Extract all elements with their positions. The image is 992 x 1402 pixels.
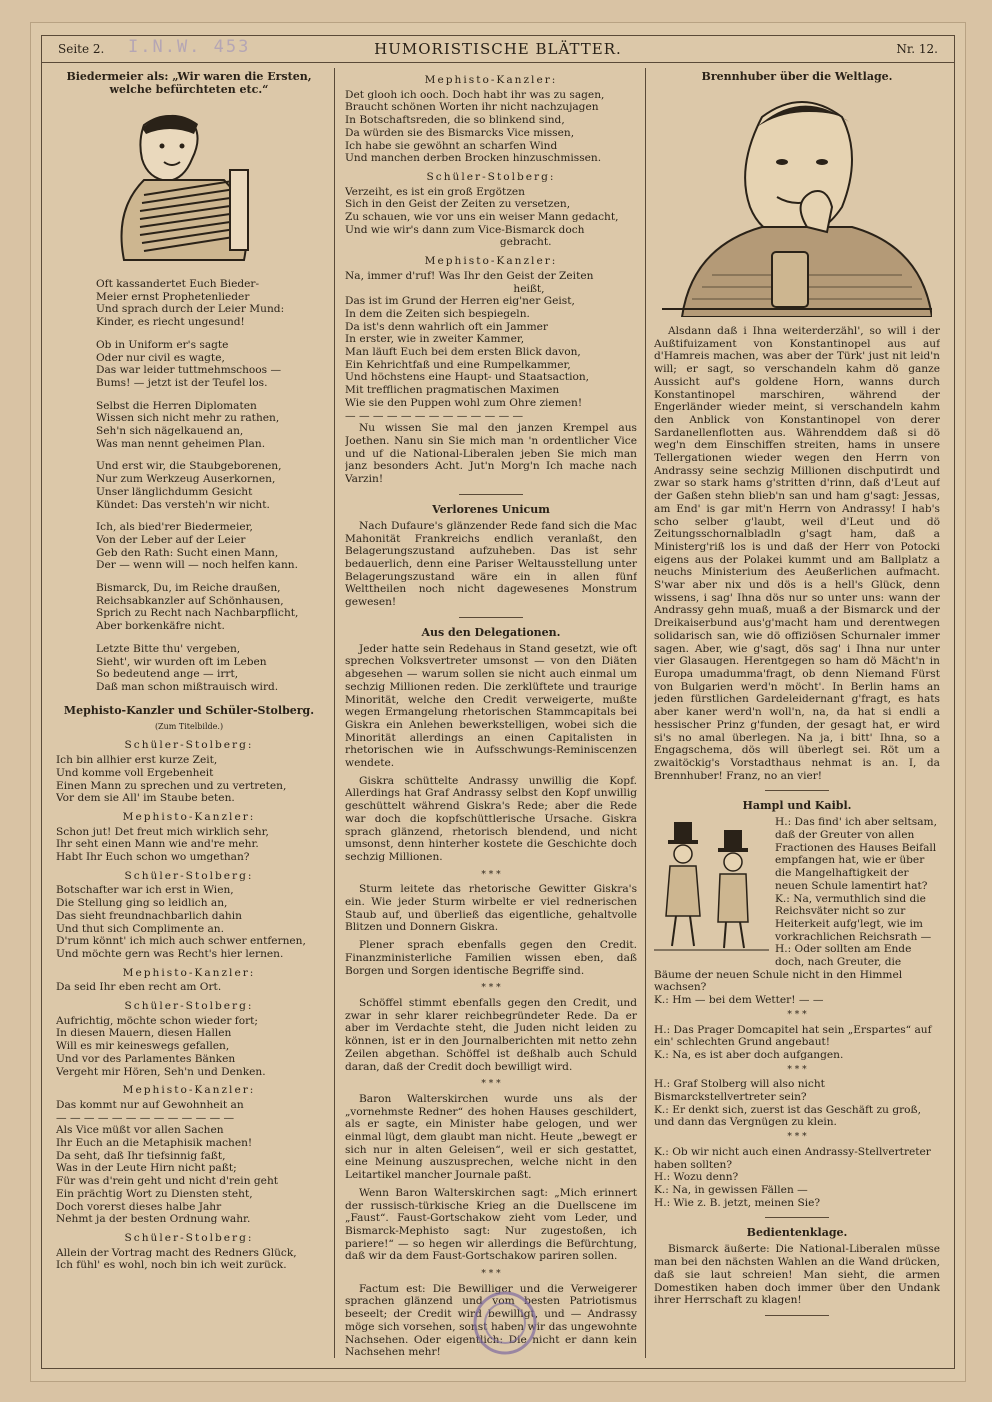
library-seal-stamp <box>470 1288 540 1358</box>
column-1 <box>56 68 322 1362</box>
article-subtitle: (Zum Titelbilde.) <box>154 721 224 731</box>
dialog-line: K.: Na, vermuthlich sind die Reichsväter nicht so zur Heiterkeit aufg'legt, wie im vorkrachlichen Reichsrath — <box>775 892 932 943</box>
article-paragraph: Plener sprach ebenfalls gegen den Credit. Finanzministerliche Familien wissen eben, daß Borgen und Sorgen identische Begriffe sind. <box>345 939 637 977</box>
poem-stanzas <box>56 278 322 694</box>
article-paragraph: Nach Dufaure's glänzender Rede fand sich die Mac Mahonität Frankreichs endlich veranlaßt, den Belagerungszustand aufzuheben. Das ist sehr bedauerlich, denn eine Pariser Weltausstellung unter Belagerungszustand wäre ein in allen fünf Welttheilen noch nicht dagewesenes Monstrum gewesen! <box>345 519 637 609</box>
speaker-label: Schüler-Stolberg: <box>124 869 254 882</box>
dialog-text: Allein der Vortrag macht des Redners Glück, Ich fühl' es wohl, noch bin ich weit zurück. <box>56 1246 297 1272</box>
closing-paragraph: Nu wissen Sie mal den janzen Krempel aus Joethen. Nanu sin Sie mich man 'n ordentlicher Vice und uf die National-Liberalen jeben Sie mich man janz besonders Acht. Jut'n Morg'n Ich mache nach Varzin! <box>345 422 637 486</box>
masthead-title: HUMORISTISCHE BLÄTTER. <box>374 40 622 58</box>
section-stars: * * * <box>787 1132 807 1143</box>
dialog-text: Na, immer d'ruf! Was Ihr den Geist der Zeiten heißt, Das ist im Grund der Herren eig'ner Geist, In dem die Zeiten sich bespiegeln. Da ist's denn wahrlich oft ein Jammer In erster, wie in zweiter Kammer, Man läuft Euch bei dem ersten Blick davon, Ein Kehrichtfaß und eine Rumpelkammer, Und höchstens eine Haupt- und Staatsaction, Mit trefflichen pragmatischen Maximen Wie sie den Puppen wohl zum Ohre ziemen! — — — — — — — — — — — — — <box>345 269 594 422</box>
column-divider <box>645 68 646 1358</box>
dialog-line: K.: Hm — bei dem Wetter! — — <box>654 994 824 1007</box>
divider <box>765 790 829 791</box>
column-3 <box>654 68 940 1362</box>
dialog-text: Schon jut! Det freut mich wirklich sehr, Ihr seht einen Mann wie and're mehr. Habt Ihr Euch schon wo umgethan? <box>56 825 269 864</box>
biedermeier-accordion-illustration <box>104 100 274 270</box>
page-number: Seite 2. <box>58 42 105 56</box>
dialog-text: Ich bin allhier erst kurze Zeit, Und komme voll Ergebenheit Einen Mann zu sprechen und zu vertreten, Vor dem sie All' im Staube beten. <box>56 754 287 805</box>
poem-stanza: Oft kassandertet Euch Bieder- Meier ernst Prophetenlieder Und sprach durch der Leier Mund: Kinder, es riecht ungesund! <box>96 278 285 329</box>
poem-stanza: Und erst wir, die Staubgeborenen, Nur zum Werkzeug Auserkornen, Unser länglichdumm Gesicht Kündet: Das versteh'n wir nicht. <box>96 460 282 511</box>
article-paragraph: Baron Walterskirchen wurde uns als der „vornehmste Redner“ des hohen Hauses geschildert, als er sagte, ein Minister habe gelogen, und wer einmal lügt, dem glaubt man nicht. Heute „bewegt er sich nur in alten Geleisen“, weil er sich gestattet, eine Meinung auszusprechen, welche nicht in den Leitartikel mancher Journale paßt. <box>345 1092 637 1182</box>
article-paragraph: Wenn Baron Walterskirchen sagt: „Mich erinnert der russisch-türkische Krieg an die Duellscene im „Faust“. Faust-Gortschakow zieht vom Leder, und Bismarck-Mephisto sagt: Nur zugestoßen, ich pariere!“ — so hegen wir allerdings die Befürchtung, daß wir da dem Faust-Gortschakow pariren sollen. <box>345 1186 637 1263</box>
article-title: Aus den Delegationen. <box>421 625 561 639</box>
column-2 <box>345 68 637 1362</box>
dialog-line: K.: Ob wir nicht auch einen Andrassy-Stellvertreter haben sollten? <box>654 1145 931 1171</box>
article-paragraph: Alsdann daß i Ihna weiterderzähl', so will i der Außtifuizament von Konstantinopel aus auf d'Hamreis machen, was aber der Türk' just nit leid'n will; er sagt, so verschandeln kahm dö ganze Aussicht auf's goldene Horn, wanns durch Konstantinopel marschiren, während der Engerländer wieder meint, si verschandeln kahm den Anblick von Konstantinopel von derer Sardanellenflotten aus. Währenddem daß si dö weg'n dem Einschiffen streiten, hams in unsere Tellergationen wieder wegen den Herrn von Andrassy seine sechzig Millionen dischputirdt und zwar so stark hams g'stritten d'rinn, daß d'Leut auf der Gaßen stehn blieb'n san und ham g'sagt: Jessas, am End' is gar mit'n Herrn von Andrassy! I hab's scho selber g'laubt, weil d'Leut und dö Zeitungsschornalbladln g'sagt ham, daß a Ministerg'riß los is und daß der Herr von Potocki eigens aus der Polakei kummt und am Ballplatz a neuchs Ministerium des Aeußerlichen aufmacht. S'war aber nix und dös is a hell's Glück, denn wissens, i sag' Ihna dös nur so unter uns: wann der Andrassy gehn muaß, muaß a der Bismarck und der Dreikaiserbund aus'g'macht ham und derentwegen solidarisch san, wie dö offiziösen Schurnaler immer sagen. Aber, wie g'sagt, dös sag' i Ihna nur unter vier Glasaugen. Herentgegen so ham dö Mächt'n in Europa umadumma'fragt, ob denn Niemand Fürst von Bulgarien werd'n möcht'. In Berlin hams an jeden fürstlichen Gardeleidernant g'fragt, es hats aber kaner werd'n woll'n, na, da hat si endli a hessischer Prinz g'funden, der gesagt hat, er wird si's no amal überlegen. Na ja, i bitt' Ihna, so a Engagschema, dös will überlegt sei. Röt um a zwaitöckig's Vorstadthaus nehmat is an. I, da Brennhuber! Franz, no an vier! <box>654 325 940 782</box>
dialog-text: Verzeiht, es ist ein groß Ergötzen Sich in den Geist der Zeiten zu versetzen, Zu schauen, wie vor uns ein weiser Mann gedacht, Und wie wir's dann zum Vice-Bismarck doch gebracht. <box>345 185 619 249</box>
dialog <box>345 74 637 422</box>
dialog-line: K.: Er denkt sich, zuerst ist das Geschäft zu groß, und dann das Vergnügen zu klein. <box>654 1103 921 1129</box>
article-title: Brennhuber über die Weltlage. <box>701 70 893 83</box>
poem-stanza: Selbst die Herren Diplomaten Wissen sich nicht mehr zu rathen, Seh'n sich nägelkauend an, Was man nennt geheimen Plan. <box>96 399 280 450</box>
article-paragraph: Sturm leitete das rhetorische Gewitter Giskra's ein. Wie jeder Sturm wirbelte er viel rednerischen Staub auf, und überließ das eigentliche, gehaltvolle Blitzen und Donnern Giskra. <box>345 883 637 934</box>
article-paragraph: Jeder hatte sein Redehaus in Stand gesetzt, wie oft sprechen Volksvertreter umsonst — von den Diäten abgesehen — warum sollen sie nicht auch einmal um sechzig Millionen reden. Die zerklüftete und traurige Minorität, welche den Credit verweigerte, mußte wegen Ermangelung rhetorischen Stammcapitals bei Giskra ein Anlehen bewerkstelligen, wobei sich die Minorität allerdings an einen Capitalisten in rhetorischen wie in Aufsschwungs-Reminiscenzen wendete. <box>345 642 637 770</box>
section-stars: * * * <box>481 1269 501 1280</box>
article-title: Mephisto-Kanzler und Schüler-Stolberg. <box>63 703 315 717</box>
article-paragraph: Schöffel stimmt ebenfalls gegen den Credit, und zwar in sehr klarer reichbegründeter Rede. Da er aber im Verdachte steht, die Juden nicht leiden zu können, ist er in den Journalberichten mit netto zehn Zeilen abgethan. Schöffel ist deßhalb auch Schuld daran, daß der Credit doch bewilligt wird. <box>345 997 637 1073</box>
divider <box>459 617 523 618</box>
speaker-label: Mephisto-Kanzler: <box>424 74 558 86</box>
section-stars: * * * <box>481 1079 501 1090</box>
article-title: Hampl und Kaibl. <box>742 799 852 813</box>
article-paragraph: Factum est: Die Bewilliger und die Verweigerer sprachen glänzend und vom besten Patriotismus beseelt; der Credit wird bewilligt, und — Andrassy möge sich vorsehen, sonst haben wir das ungewohnte Nachsehen. Oder eigentlich: Die nicht er dann kein Nachsehen mehr! <box>345 1282 637 1359</box>
speaker-label: Schüler-Stolberg: <box>426 170 556 183</box>
dialog-text: Aufrichtig, möchte schon wieder fort; In diesen Mauern, diesen Hallen Will es mir keineswegs gefallen, Und vor des Parlamentes Bänken Vergeht mir Hören, Seh'n und Denken. <box>56 1014 266 1078</box>
speaker-label: Schüler-Stolberg: <box>124 1232 254 1244</box>
section-stars: * * * <box>481 869 501 880</box>
article-title: Bedientenklage. <box>746 1226 848 1240</box>
column-divider <box>334 68 335 1358</box>
dialog <box>56 739 322 1272</box>
dialog-line: K.: Na, es ist aber doch aufgangen. <box>654 1048 844 1061</box>
page-header <box>42 36 954 63</box>
article-title: Verlorenes Unicum <box>432 502 550 516</box>
section-stars: * * * <box>787 1009 807 1020</box>
section-stars: * * * <box>481 983 501 994</box>
article-paragraph: Giskra schüttelte Andrassy unwillig die Kopf. Allerdings hat Graf Andrassy selbst den Kopf unwillig geschüttelt während Giskra's Rede; aber die Rede war doch die kopfschüttlerische Ursache. Giskra sprach glänzend, rhetorisch blendend, und nicht umsonst, denn hinterher kostete die Geschichte doch sechzig Millionen. <box>345 774 637 863</box>
dialog-line: K.: Na, in gewissen Fällen — <box>654 1184 808 1196</box>
dialog-line: H.: Oder sollten am Ende doch, nach Greuter, die Bäume der neuen Schule nicht in den Himmel wachsen? <box>654 943 912 994</box>
archive-stamp: I.N.W. 453 <box>128 37 251 57</box>
speaker-label: Schüler-Stolberg: <box>124 739 254 752</box>
section-stars: * * * <box>787 1064 807 1075</box>
poem-stanza: Bismarck, Du, im Reiche draußen, Reichsabkanzler auf Schönhausen, Sprich zu Recht nach Nachbarpflicht, Aber borkenkäfre nicht. <box>96 582 299 633</box>
article-title: Biedermeier als: „Wir waren die Ersten, welche befürchteten etc.“ <box>66 70 312 96</box>
poem-stanza: Ich, als bied'rer Biedermeier, Von der Leber auf der Leier Geb den Rath: Sucht einen Mann, Der — wenn will — noch helfen kann. <box>96 521 299 572</box>
issue-number: Nr. 12. <box>896 42 938 56</box>
divider <box>459 494 523 495</box>
hampl-kaibl-illustration <box>654 816 769 956</box>
dialog-line: H.: Graf Stolberg will also nicht Bismarckstellvertreter sein? <box>654 1078 825 1104</box>
dialog-line: H.: Das Prager Domcapitel hat sein „Erspartes“ auf ein' schlechten Grund angebaut! <box>654 1023 932 1049</box>
dialog-line: H.: Wozu denn? <box>654 1171 739 1184</box>
divider <box>765 1217 829 1218</box>
divider <box>765 1315 829 1316</box>
brennhuber-portrait-illustration <box>662 87 932 317</box>
dialog-line: H.: Wie z. B. jetzt, meinen Sie? <box>654 1196 821 1209</box>
dialog-text: Da seid Ihr eben recht am Ort. <box>56 981 222 994</box>
speaker-label: Mephisto-Kanzler: <box>122 810 256 823</box>
speaker-label: Schüler-Stolberg: <box>124 1000 254 1013</box>
speaker-label: Mephisto-Kanzler: <box>122 1084 256 1097</box>
newspaper-page <box>30 22 966 1382</box>
dialog-text: Das kommt nur auf Gewohnheit an — — — — — — — — — — — — — Als Vice müßt vor allen Sachen Ihr Euch an die Metaphisik machen! Da seht, daß Ihr tiefsinnig faßt, Was in der Leute Hirn nicht paßt; Für was d'rein geht und nicht d'rein geht Ein prächtig Wort zu Diensten steht, Doch vorerst dieses halbe Jahr Nehmt ja der besten Ordnung wahr. <box>56 1098 279 1226</box>
page-frame <box>41 35 955 1369</box>
speaker-label: Mephisto-Kanzler: <box>424 255 558 268</box>
poem-stanza: Letzte Bitte thu' vergeben, Sieht', wir wurden oft im Leben So bedeutend ange — irrt, Daß man schon mißtrauisch wird. <box>96 642 279 693</box>
article-paragraph: Bismarck äußerte: Die National-Liberalen müsse man bei den nächsten Wahlen an die Wand drücken, daß sie laut schreien! Man sieht, die armen Domestiken haben doch immer über den Undank ihrer Herrschaft zu klagen! <box>654 1243 940 1307</box>
speaker-label: Mephisto-Kanzler: <box>122 966 256 979</box>
poem-stanza: Ob in Uniform er's sagte Oder nur civil es wagte, Das war leider tuttmehmschoos — Bums! — jetzt ist der Teufel los. <box>96 338 282 389</box>
dialog-line: H.: Das find' ich aber seltsam, daß der Greuter von allen Fractionen des Hauses Beifall empfangen hat, wie er über die Mangelhaftigkeit der neuen Schule lamentirt hat? <box>775 816 937 892</box>
dialog-text: Det glooh ich ooch. Doch habt ihr was zu sagen, Braucht schönen Worten ihr nicht nachzujagen In Botschaftsreden, die so blinkend sind, Da würden sie des Bismarcks Vice missen, Ich habe sie gewöhnt an scharfen Wind Und manchen derben Brocken hinzuschmissen. <box>345 88 605 165</box>
dialog-text: Botschafter war ich erst in Wien, Die Stellung ging so leidlich an, Das sieht freundnachbarlich dahin Und thut sich Complimente an. D'rum könnt' ich mich auch schwer entfernen, Und möchte gern was Recht's hier lernen. <box>56 884 306 960</box>
